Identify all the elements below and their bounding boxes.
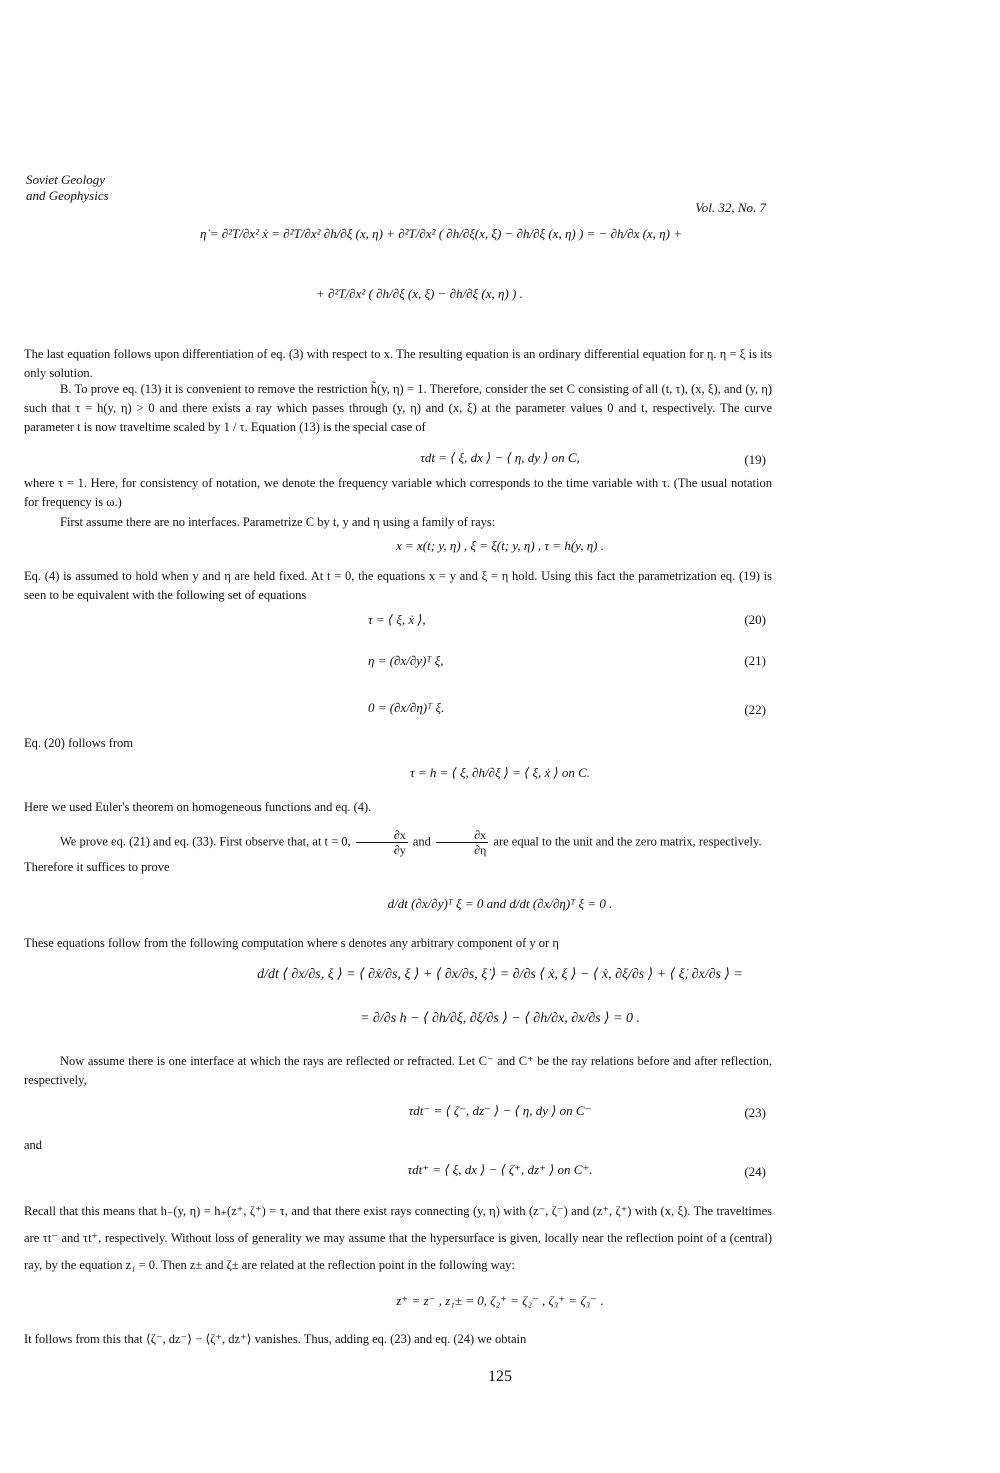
equation-to-prove: d/dt (∂x/∂y)ᵀ ξ = 0 and d/dt (∂x/∂η)ᵀ ξ = 0 .: [387, 896, 613, 911]
paragraph-2: B. To prove eq. (13) it is convenient to remove the restriction h̃(y, η) = 1. Therefore, consider the set C consisting of all (t, τ), (x, ξ), and (y, η) such that τ = h(y, η) > 0 and there exists a ray which passes through (y, η) and (x, ξ) at the parameter values 0 and t, respectively. The curve parameter t is now traveltime scaled by 1 / τ. Equation (13) is the special case of: [24, 382, 772, 434]
equation-top-line2: + ∂²T/∂x² ( ∂h/∂ξ (x, ξ) − ∂h/∂ξ (x, η) ) .: [316, 286, 523, 301]
paragraph-14: It follows from this that ⟨ζ⁻, dz⁻⟩ − ⟨ζ⁺, dz⁺⟩ vanishes. Thus, adding eq. (23) and eq. (24) we obtain: [24, 1332, 527, 1346]
equation-20: τ = ⟨ ξ, ẋ ⟩,: [368, 612, 426, 627]
journal-name: Soviet Geology and Geophysics: [26, 172, 109, 203]
equation-euler: τ = h = ⟨ ξ, ∂h/∂ξ ⟩ = ⟨ ξ, ẋ ⟩ on C.: [409, 765, 591, 780]
fraction-dx-dy: $\frac{\partial x}{\partial y}$: [356, 828, 408, 857]
equation-19: τdt = ⟨ ξ, dx ⟩ − ⟨ η, dy ⟩ on C,: [420, 450, 580, 465]
equation-computation-line1: d/dt ⟨ ∂x/∂s, ξ ⟩ = ⟨ ∂ẋ/∂s, ξ ⟩ + ⟨ ∂x/∂s, ξ̇ ⟩ = ∂/∂s ⟨ ẋ, ξ ⟩ − ⟨ ẋ, ∂ξ/∂s ⟩ + ⟨ ξ̇, ∂x/∂s ⟩ =: [257, 967, 743, 982]
paragraph-12: and: [24, 1138, 43, 1152]
paragraph-4: First assume there are no interfaces. Parametrize C by t, y and η using a family of rays:: [60, 515, 496, 529]
equation-24: τdt⁺ = ⟨ ξ, dx ⟩ − ⟨ ζ⁺, dz⁺ ⟩ on C⁺.: [407, 1162, 593, 1177]
paragraph-3: where τ = 1. Here, for consistency of notation, we denote the frequency variable which corresponds to the time variable with τ. (The usual notation for frequency is ω.): [24, 476, 772, 509]
paragraph-10: These equations follow from the following computation where s denotes any arbitrary component of y or η: [24, 936, 559, 950]
equation-23: τdt⁻ = ⟨ ζ⁻, dz⁻ ⟩ − ⟨ η, dy ⟩ on C⁻: [408, 1103, 592, 1118]
paragraph-11: Now assume there is one interface at which the rays are reflected or refracted. Let C⁻ and C⁺ be the ray relations before and after reflection, respectively,: [24, 1054, 772, 1087]
paragraph-9: Therefore it suffices to prove: [24, 860, 170, 874]
fraction-dx-deta: $\frac{\partial x}{\partial\eta}$: [436, 828, 488, 857]
volume-label: Vol. 32, No. 7: [695, 200, 766, 215]
equation-22: 0 = (∂x/∂η)ᵀ ξ.: [368, 700, 445, 715]
equation-number-23: (23): [744, 1105, 766, 1120]
equation-reflection: z⁺ = z⁻ , z₁± = 0, ζ₂⁺ = ζ₂⁻ , ζ₃⁺ = ζ₃⁻ .: [396, 1293, 604, 1308]
paragraph-8: We prove eq. (21) and eq. (33). First observe that, at t = 0, $\frac{\partial x}{\partial y}$ and $\frac{\partial x}{\partial\eta}$ are equal to the unit and the zero matrix, respectively.: [60, 828, 762, 857]
equation-number-22: (22): [744, 702, 766, 717]
paragraph-13: Recall that this means that h₋(y, η) = h₊(z⁺, ζ⁺) = τ, and that there exist rays connecting (y, η) with (z⁻, ζ⁻) and (z⁺, ζ⁺) with (x, ξ). The traveltimes are τt⁻ and τt⁺, respectively. Without loss of generality we may assume that the hypersurface is given, locally near the reflection point of a (central) ray, by the equation z₁ = 0. Then z± and ζ± are related at the reflection point in the following way:: [24, 1204, 772, 1272]
equation-number-21: (21): [744, 653, 766, 668]
equation-number-24: (24): [744, 1164, 766, 1179]
equation-parametrization: x = x(t; y, η) , ξ = ξ(t; y, η) , τ = h(y, η) .: [395, 538, 604, 553]
paragraph-5: Eq. (4) is assumed to hold when y and η are held fixed. At t = 0, the equations x = y and ξ = η hold. Using this fact the parametrization eq. (19) is seen to be equivalent with the following set of equations: [24, 569, 772, 602]
paragraph-1: The last equation follows upon differentiation of eq. (3) with respect to x. The resulting equation is an ordinary differential equation for η. η = ξ is its only solution.: [24, 347, 772, 380]
paragraph-6: Eq. (20) follows from: [24, 736, 134, 750]
page-number: 125: [488, 1368, 512, 1385]
equation-number-19: (19): [744, 452, 766, 467]
equation-21: η = (∂x/∂y)ᵀ ξ,: [368, 653, 444, 668]
equation-number-20: (20): [744, 612, 766, 627]
equation-computation-line2: = ∂/∂s h − ⟨ ∂h/∂ξ, ∂ξ/∂s ⟩ − ⟨ ∂h/∂x, ∂x/∂s ⟩ = 0 .: [359, 1011, 641, 1026]
equation-top-line1: η̇ = ∂²T/∂x² ẋ = ∂²T/∂x² ∂h/∂ξ (x, η) + ∂²T/∂x² ( ∂h/∂ξ(x, ξ) − ∂h/∂ξ (x, η) ) = − ∂h/∂x (x, η) +: [200, 226, 682, 241]
paragraph-7: Here we used Euler's theorem on homogeneous functions and eq. (4).: [24, 800, 372, 814]
